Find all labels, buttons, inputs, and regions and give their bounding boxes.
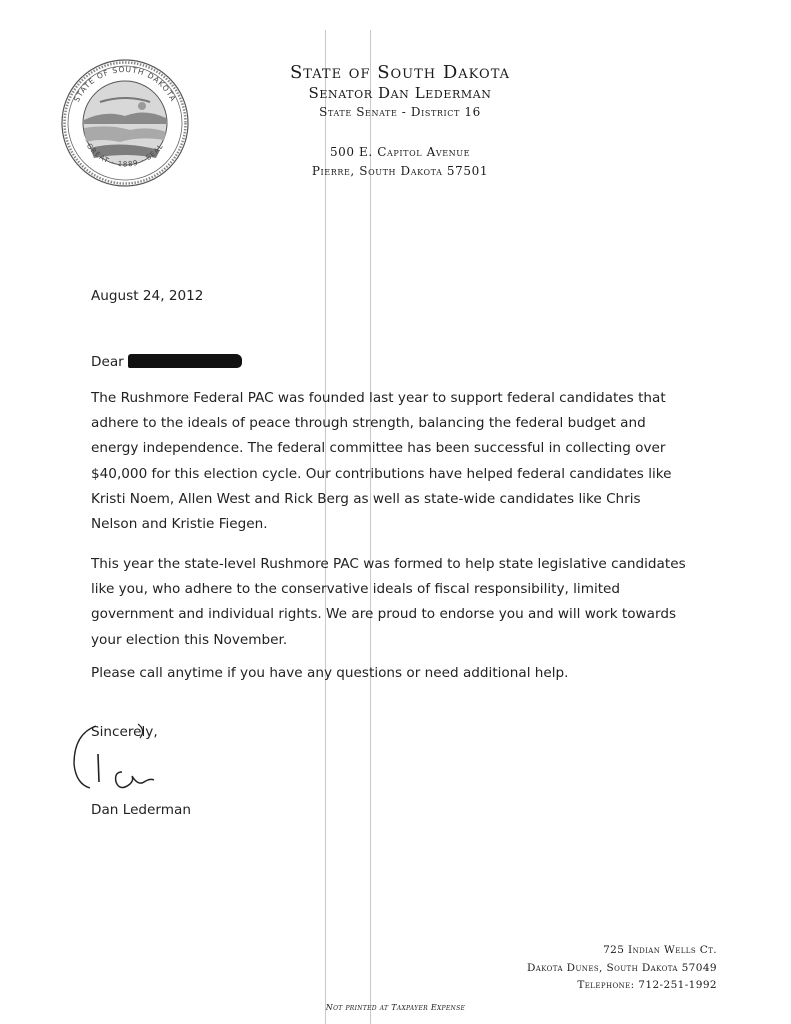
svg-text:STATE OF SOUTH DAKOTA: STATE OF SOUTH DAKOTA: [71, 64, 179, 104]
letterhead-street: 500 E. Capitol Avenue: [329, 145, 471, 159]
signer-name: Dan Lederman: [91, 802, 191, 818]
paragraph-2: [91, 552, 731, 653]
footer-address: [527, 942, 717, 995]
redacted-name: [128, 354, 242, 368]
paragraph-3: [91, 661, 731, 686]
paragraph-line: Kristi Noem, Allen West and Rick Berg as well as state-wide candidates like Chris: [91, 490, 641, 507]
paragraph-line: like you, who adhere to the conservative ideals of fiscal responsibility, limited: [91, 581, 621, 598]
salutation-text: Dear: [91, 354, 124, 370]
letterhead-city: Pierre, South Dakota 57501: [311, 164, 489, 178]
paragraph-line: your election this November.: [91, 631, 288, 648]
letterhead-address: [250, 143, 550, 181]
letterhead-state: State of South Dakota: [289, 62, 511, 83]
paragraph-1: [91, 386, 731, 537]
paragraph-line: This year the state-level Rushmore PAC was formed to help state legislative candidates: [91, 556, 686, 572]
paragraph-line: Please call anytime if you have any questions or need additional help.: [91, 665, 569, 681]
paragraph-line: government and individual rights. We are proud to endorse you and will work towards: [91, 606, 677, 623]
paragraph-line: Nelson and Kristie Fiegen.: [91, 516, 268, 533]
paragraph-line: adhere to the ideals of peace through strength, balancing the federal budget and: [91, 415, 646, 432]
letterhead-district: State Senate - District 16: [319, 105, 481, 119]
svg-text:GREAT · 1889 · SEAL: GREAT · 1889 · SEAL: [84, 142, 166, 169]
paragraph-line: The Rushmore Federal PAC was founded last year to support federal candidates that: [91, 390, 666, 406]
letter-date: August 24, 2012: [91, 288, 204, 304]
letterhead: [250, 62, 550, 181]
letterhead-senator: Senator Dan Lederman: [308, 84, 492, 102]
footer-telephone: Telephone: 712-251-1992: [577, 979, 717, 991]
paragraph-line: $40,000 for this election cycle. Our contributions have helped federal candidates like: [91, 465, 672, 482]
footer-note: Not printed at Taxpayer Expense: [325, 1003, 466, 1012]
state-seal-logo: [60, 58, 190, 188]
handwritten-signature: [68, 722, 168, 812]
paragraph-line: energy independence. The federal committee has been successful in collecting over: [91, 440, 666, 457]
footer-city: Dakota Dunes, South Dakota 57049: [526, 961, 717, 974]
closing: Sincerely,: [91, 724, 158, 740]
salutation: [91, 354, 242, 370]
footer-street: 725 Indian Wells Ct.: [603, 944, 717, 956]
